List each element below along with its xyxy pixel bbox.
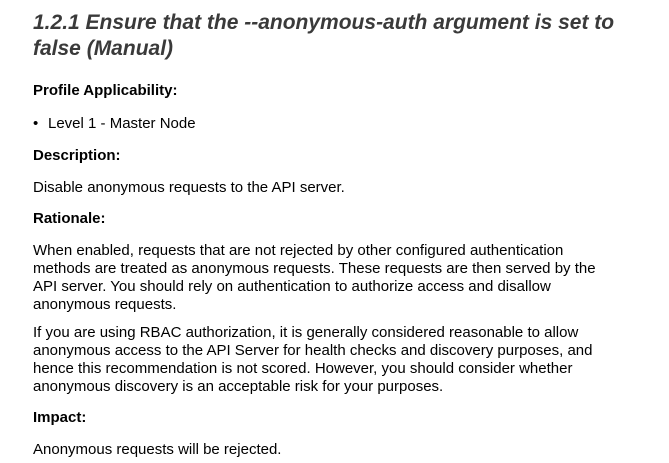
rationale-line: hence this recommendation is not scored. However, you should consider whether [33,360,573,377]
rationale-line: anonymous access to the API Server for health checks and discovery purposes, and [33,342,593,359]
description-text: Disable anonymous requests to the API server. [33,179,345,196]
rationale-paragraph-2 [33,324,658,396]
profile-applicability-heading: Profile Applicability: [33,82,178,99]
document-page [33,10,658,459]
rationale-line: API server. You should rely on authentication to authorize access and disallow [33,278,551,295]
profile-item [33,115,658,133]
rationale-line: anonymous requests. [33,296,177,313]
description-heading: Description: [33,147,121,164]
rationale-line: methods are treated as anonymous requests. These requests are then served by the [33,260,596,277]
rationale-line: If you are using RBAC authorization, it is generally considered reasonable to allow [33,324,579,341]
rationale-heading: Rationale: [33,210,106,227]
recommendation-title: 1.2.1 Ensure that the --anonymous-auth argument is set to false (Manual) [33,11,615,60]
profile-item-label: Level 1 - Master Node [48,115,196,132]
impact-text: Anonymous requests will be rejected. [33,441,282,458]
impact-heading: Impact: [33,409,87,426]
bullet-icon: • [33,115,39,132]
rationale-line: When enabled, requests that are not rejected by other configured authentication [33,242,564,259]
rationale-line: anonymous discovery is an acceptable risk for your purposes. [33,378,444,395]
rationale-paragraph-1 [33,242,658,314]
